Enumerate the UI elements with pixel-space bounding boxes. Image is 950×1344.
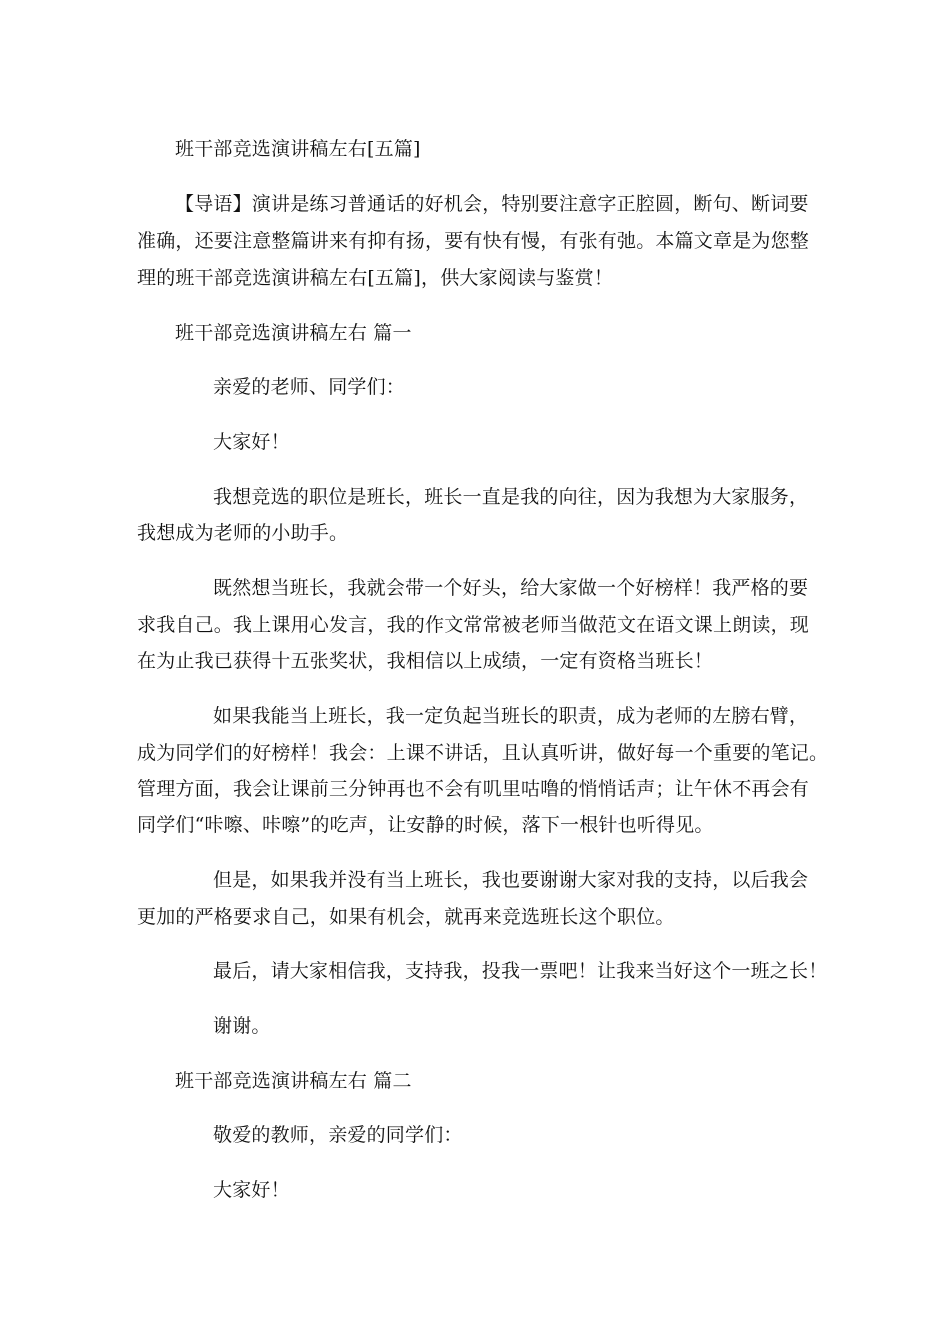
paragraph-line: 我想成为老师的小助手。 xyxy=(137,522,349,544)
intro-line: 理的班干部竞选演讲稿左右[五篇]，供大家阅读与鉴赏！ xyxy=(137,267,614,289)
paragraph-line: 更加的严格要求自己，如果有机会，就再来竞选班长这个职位。 xyxy=(137,906,675,928)
paragraph-line: 既然想当班长，我就会带一个好头，给大家做一个好榜样！我严格的要 xyxy=(213,577,809,599)
intro-line: 准确，还要注意整篇讲来有抑有扬，要有快有慢，有张有弛。本篇文章是为您整 xyxy=(137,230,810,252)
greeting: 敬爱的教师，亲爱的同学们： xyxy=(213,1124,463,1146)
paragraph-line: 在为止我已获得十五张奖状，我相信以上成绩，一定有资格当班长！ xyxy=(137,650,714,672)
paragraph-line: 求我自己。我上课用心发言，我的作文常常被老师当做范文在语文课上朗读，现 xyxy=(137,614,810,636)
hello: 大家好！ xyxy=(213,1179,290,1201)
paragraph-line: 最后，请大家相信我，支持我，投我一票吧！让我来当好这个一班之长！ xyxy=(213,960,828,982)
intro-line: 【导语】演讲是练习普通话的好机会，特别要注意字正腔圆，断句、断词要 xyxy=(175,193,809,215)
greeting: 亲爱的老师、同学们： xyxy=(213,376,406,398)
document-title: 班干部竞选演讲稿左右[五篇] xyxy=(175,138,421,160)
section-heading: 班干部竞选演讲稿左右 篇二 xyxy=(175,1070,412,1092)
hello: 大家好！ xyxy=(213,431,290,453)
paragraph-line: 同学们“咔嚓、咔嚓”的吃声，让安静的时候，落下一根针也听得见。 xyxy=(137,814,714,836)
paragraph-line: 但是，如果我并没有当上班长，我也要谢谢大家对我的支持，以后我会 xyxy=(213,869,809,891)
paragraph-line: 我想竞选的职位是班长，班长一直是我的向往，因为我想为大家服务， xyxy=(213,486,809,508)
section-heading: 班干部竞选演讲稿左右 篇一 xyxy=(175,322,412,344)
paragraph-line: 管理方面，我会让课前三分钟再也不会有叽里咕噜的悄悄话声；让午休不再会有 xyxy=(137,778,810,800)
paragraph-line: 如果我能当上班长，我一定负起当班长的职责，成为老师的左膀右臂， xyxy=(213,705,809,727)
thanks: 谢谢。 xyxy=(213,1015,271,1037)
paragraph-line: 成为同学们的好榜样！我会：上课不讲话，且认真听讲，做好每一个重要的笔记。 xyxy=(137,742,829,764)
